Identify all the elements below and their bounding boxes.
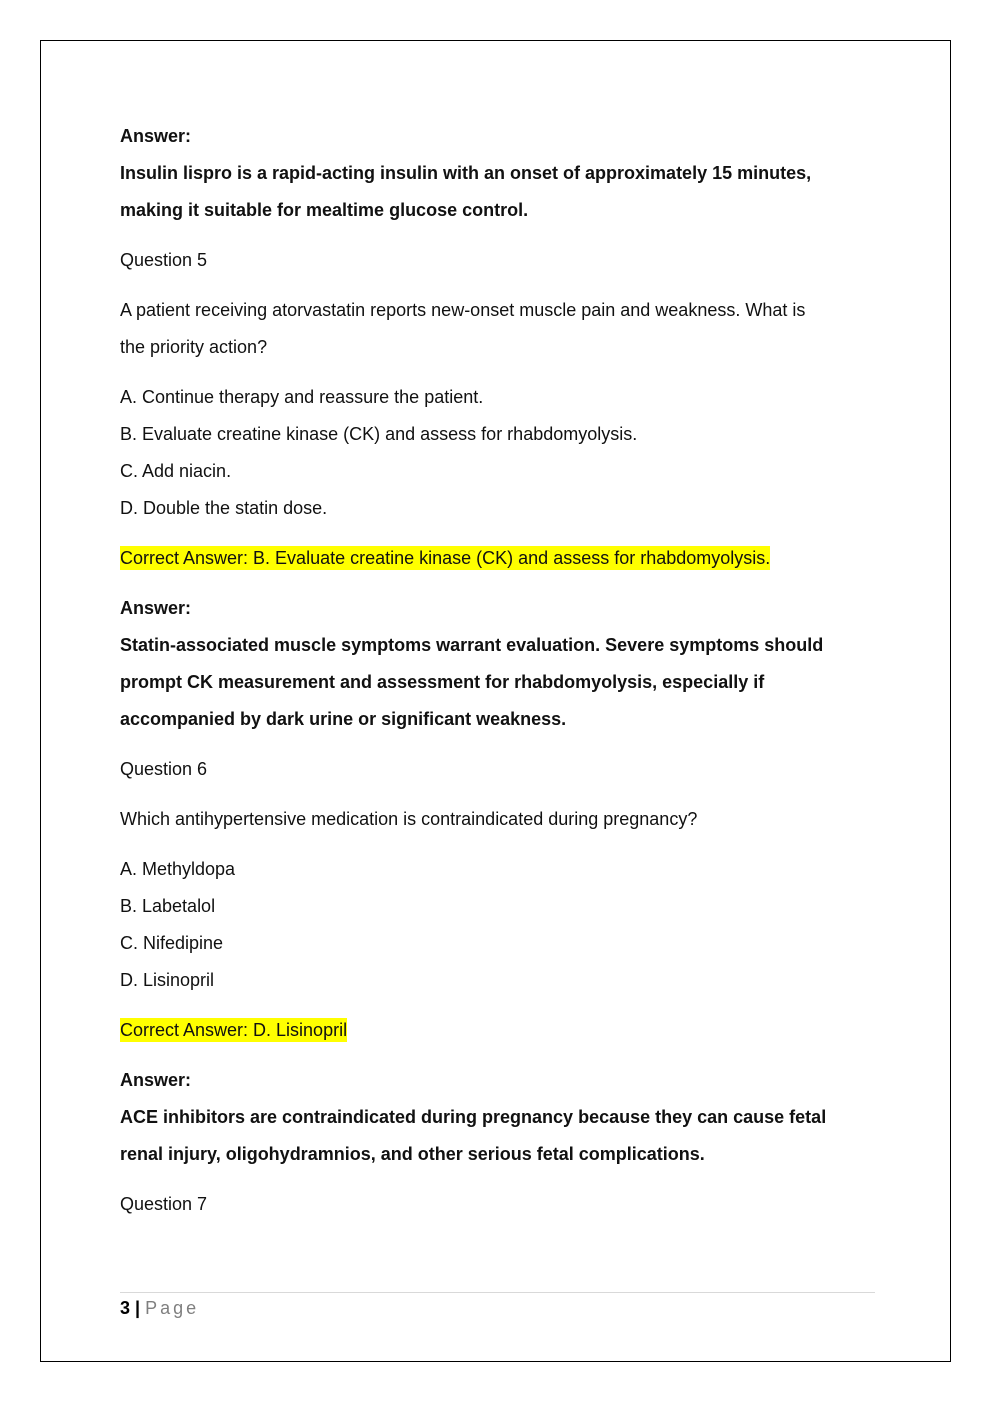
document-body [120,118,875,1223]
correct-answer-highlight: Correct Answer: D. Lisinopril [120,1020,348,1040]
answer-text-line: renal injury, oligohydramnios, and other serious fetal complications. [120,1144,705,1164]
answer-text-line: ACE inhibitors are contraindicated during pregnancy because they can cause fetal [120,1107,827,1127]
question-title: Question 6 [120,759,208,779]
page-footer [120,1296,199,1320]
option-b: B. Labetalol [120,896,216,916]
option-d: D. Lisinopril [120,970,215,990]
option-a: A. Methyldopa [120,859,236,879]
footer-separator: | [135,1298,141,1318]
question-stem-line: the priority action? [120,337,268,357]
option-d: D. Double the statin dose. [120,498,328,518]
question-stem-line: A patient receiving atorvastatin reports new-onset muscle pain and weakness. What is [120,300,806,320]
question-title: Question 7 [120,1194,208,1214]
answer-label: Answer: [120,126,192,146]
answer-label: Answer: [120,598,192,618]
correct-answer-highlight: Correct Answer: B. Evaluate creatine kinase (CK) and assess for rhabdomyolysis. [120,548,771,568]
option-c: C. Nifedipine [120,933,224,953]
answer-text-line: making it suitable for mealtime glucose control. [120,200,529,220]
answer-text-line: Insulin lispro is a rapid-acting insulin with an onset of approximately 15 minutes, [120,163,812,183]
page-label: Page [145,1298,200,1318]
option-a: A. Continue therapy and reassure the patient. [120,387,484,407]
answer-text-line: prompt CK measurement and assessment for rhabdomyolysis, especially if [120,672,765,692]
answer-label: Answer: [120,1070,192,1090]
footer-divider [120,1292,875,1293]
page-number: 3 [120,1298,131,1318]
question-stem-line: Which antihypertensive medication is contraindicated during pregnancy? [120,809,698,829]
answer-text-line: Statin-associated muscle symptoms warrant evaluation. Severe symptoms should [120,635,824,655]
option-c: C. Add niacin. [120,461,232,481]
question-title: Question 5 [120,250,208,270]
option-b: B. Evaluate creatine kinase (CK) and assess for rhabdomyolysis. [120,424,638,444]
answer-text-line: accompanied by dark urine or significant weakness. [120,709,567,729]
